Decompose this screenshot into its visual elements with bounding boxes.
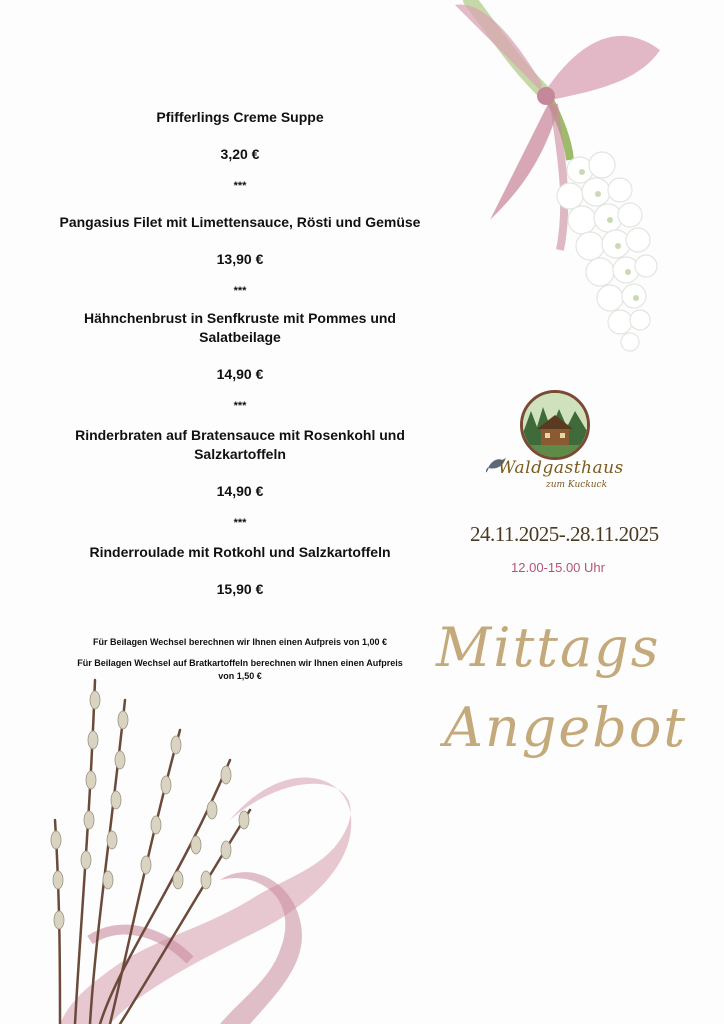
dish-name: Rinderroulade mit Rotkohl und Salzkartoffeln (89, 544, 391, 560)
offer-hours: 12.00-15.00 Uhr (511, 560, 605, 575)
logo-subtitle: zum Kuckuck (546, 480, 608, 490)
note-line: Für Beilagen Wechsel auf Bratkartoffeln berechnen wir Ihnen einen Aufpreis von 1,50 € (77, 658, 403, 681)
dish-price: 14,90 € (216, 483, 264, 499)
hyacinth-ribbon-decoration (450, 0, 724, 360)
forest-house-logo (520, 390, 590, 460)
dish-name: Pfifferlings Creme Suppe (156, 109, 324, 125)
menu-list (40, 100, 440, 608)
separator: *** (233, 400, 247, 412)
dish-price: 13,90 € (216, 251, 264, 267)
title-line-2: Angebot (444, 696, 688, 759)
offer-dates: 24.11.2025-.28.11.2025 (470, 522, 659, 546)
separator: *** (233, 180, 247, 192)
pussy-willow-ribbon-decoration (0, 640, 380, 1024)
dish-name: Rinderbraten auf Bratensauce mit Rosenkohl und Salzkartoffeln (75, 427, 405, 462)
menu-item (40, 100, 440, 208)
menu-item (40, 304, 440, 422)
logo-name: Waldgasthaus (498, 458, 624, 478)
menu-item (40, 538, 440, 608)
dish-price: 15,90 € (216, 581, 264, 597)
title-line-1: Mittags (436, 616, 661, 679)
separator: *** (233, 285, 247, 297)
restaurant-logo (486, 390, 626, 500)
dish-name: Hähnchenbrust in Senfkruste mit Pommes und Salatbeilage (84, 310, 396, 345)
separator: *** (233, 517, 247, 529)
dish-price: 3,20 € (220, 146, 260, 162)
dish-price: 14,90 € (216, 366, 264, 382)
menu-item (40, 208, 440, 304)
menu-item (40, 422, 440, 538)
note-line: Für Beilagen Wechsel berechnen wir Ihnen einen Aufpreis von 1,00 € (92, 637, 388, 647)
dish-name: Pangasius Filet mit Limettensauce, Rösti und Gemüse (59, 214, 421, 230)
